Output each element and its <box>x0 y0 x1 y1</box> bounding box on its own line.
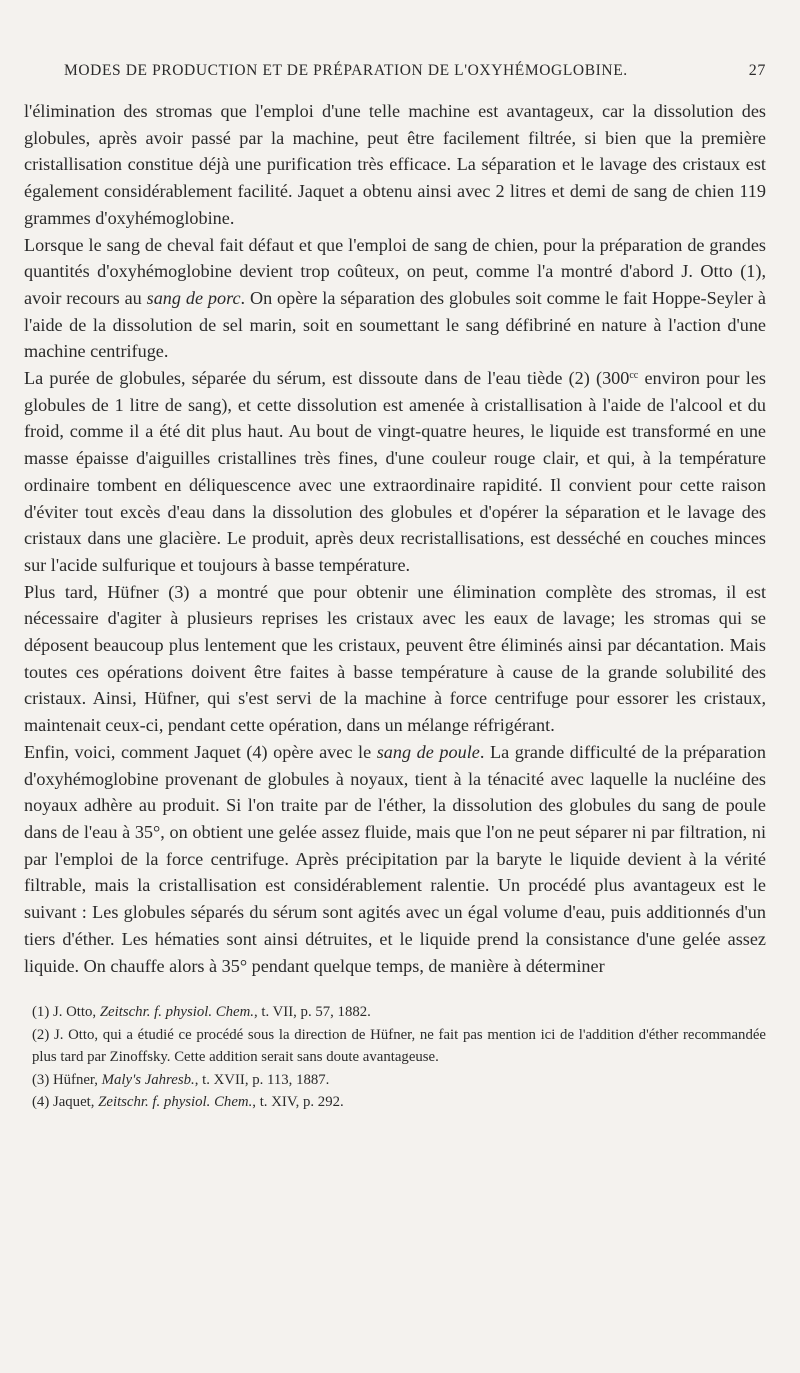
italic-text: Zeitschr. f. physiol. Chem. <box>99 1004 254 1021</box>
text-run: Enfin, voici, comment Jaquet (4) opère avec le <box>24 741 377 762</box>
italic-text: sang de poule <box>376 741 480 762</box>
paragraph <box>24 579 766 739</box>
text-run: (4) Jaquet, <box>32 1094 99 1111</box>
text-run: , t. VII, p. 57, 1882. <box>253 1004 371 1021</box>
text-run: . La grande difficulté de la préparation d'oxyhémoglobine provenant de globules à noyaux, tient à la ténacité avec laquelle la nucléine des noyaux adhère au produit. Si l'on traite par de l'éther, la dissolution des globules du sang de poule dans de l'eau à 35°, on obtient une gelée assez fluide, mais que l'on ne peut séparer ni par filtration, ni par l'emploi de la force centrifuge. Après précipitation par la baryte le liquide devient à la vérité filtrable, mais la cristallisation est considérablement ralentie. Un procédé plus avantageux est le suivant : Les globules séparés du sérum sont agités avec un égal volume d'eau, puis additionnés d'un tiers d'éther. Les hématies sont ainsi détruites, et le liquide prend la consistance d'une gelée assez liquide. On chauffe alors à 35° pendant quelque temps, de manière à déterminer <box>24 741 766 976</box>
text-run: environ pour les globules de 1 litre de sang), et cette dissolution est amenée à cristallisation à l'aide de l'alcool et du froid, comme il a été dit plus haut. Au bout de vingt-quatre heures, le liquide est transformé en une masse épaisse d'aiguilles cristallines très fines, d'une couleur rouge clair, et qui, à la température ordinaire tombent en déliquescence avec une extraordinaire rapidité. Il convient pour cette raison d'éviter tout excès d'eau dans la dissolution des globules et d'opérer la séparation et le lavage des cristaux dans une glacière. Le produit, après deux recristallisations, est desséché en couches minces sur l'acide sulfurique et toujours à basse température. <box>24 368 766 575</box>
italic-text: Zeitschr. f. physiol. Chem. <box>98 1094 253 1111</box>
footnote <box>24 1091 766 1114</box>
body-text <box>24 98 766 979</box>
text-run: Plus tard, Hüfner (3) a montré que pour obtenir une élimination complète des stromas, il est nécessaire d'agiter à plusieurs reprises les cristaux avec les eaux de lavage; les stromas qui se déposent beaucoup plus lentement que les cristaux, peuvent être éliminés ainsi par décantation. Mais toutes ces opérations doivent être faites à basse température à cause de la grande solubilité des cristaux. Ainsi, Hüfner, qui s'est servi de la machine à force centrifuge pour essorer les cristaux, maintenait ceux-ci, pendant cette opération, dans un mélange réfrigérant. <box>24 581 766 736</box>
text-run: (2) J. Otto, qui a étudié ce procédé sous la direction de Hüfner, ne fait pas mention ici de l'addition d'éther recommandée plus tard par Zinoffsky. Cette addition serait sans doute avantageuse. <box>32 1026 766 1066</box>
text-run: . On opère la séparation des globules soit comme le fait Hoppe-Seyler à l'aide de la dissolution de sel marin, soit en soumettant le sang défibriné en nature à l'action d'une machine centrifuge. <box>24 287 766 362</box>
running-head <box>24 60 766 90</box>
text-run: (1) J. Otto, <box>32 1004 100 1021</box>
footnotes <box>24 1001 766 1114</box>
italic-text: sang de porc <box>146 287 241 308</box>
running-title: MODES DE PRODUCTION ET DE PRÉPARATION DE L'OXYHÉMOGLOBINE. <box>64 62 628 79</box>
text-run: l'élimination des stromas que l'emploi d'une telle machine est avantageux, car la dissolution des globules, après avoir passé par la machine, peut être facilement filtrée, si bien que la première cristallisation constitue déjà une purification très efficace. La séparation et le lavage des cristaux est également considérablement facilité. Jaquet a obtenu ainsi avec 2 litres et demi de sang de chien 119 grammes d'oxyhémoglobine. <box>24 101 766 228</box>
footnote <box>24 1024 766 1069</box>
paragraph <box>24 232 766 366</box>
text-run: (3) Hüfner, <box>32 1071 102 1088</box>
paragraph <box>24 739 766 979</box>
footnote <box>24 1001 766 1024</box>
text-run: La purée de globules, séparée du sérum, est dissoute dans de l'eau tiède (2) (300 <box>24 368 630 389</box>
footnote <box>24 1069 766 1092</box>
italic-text: Maly's Jahresb. <box>101 1071 195 1088</box>
text-run: , t. XIV, p. 292. <box>252 1094 344 1111</box>
superscript: cc <box>629 370 639 382</box>
paragraph <box>24 365 766 579</box>
text-run: , t. XVII, p. 113, 1887. <box>194 1071 330 1088</box>
page-number: 27 <box>748 62 766 79</box>
text-run: Lorsque le sang de cheval fait défaut et que l'emploi de sang de chien, pour la préparation de grandes quantités d'oxyhémoglobine devient trop coûteux, on peut, comme l'a montré d'abord J. Otto (1), avoir recours au <box>24 234 766 308</box>
paragraph <box>24 98 766 232</box>
